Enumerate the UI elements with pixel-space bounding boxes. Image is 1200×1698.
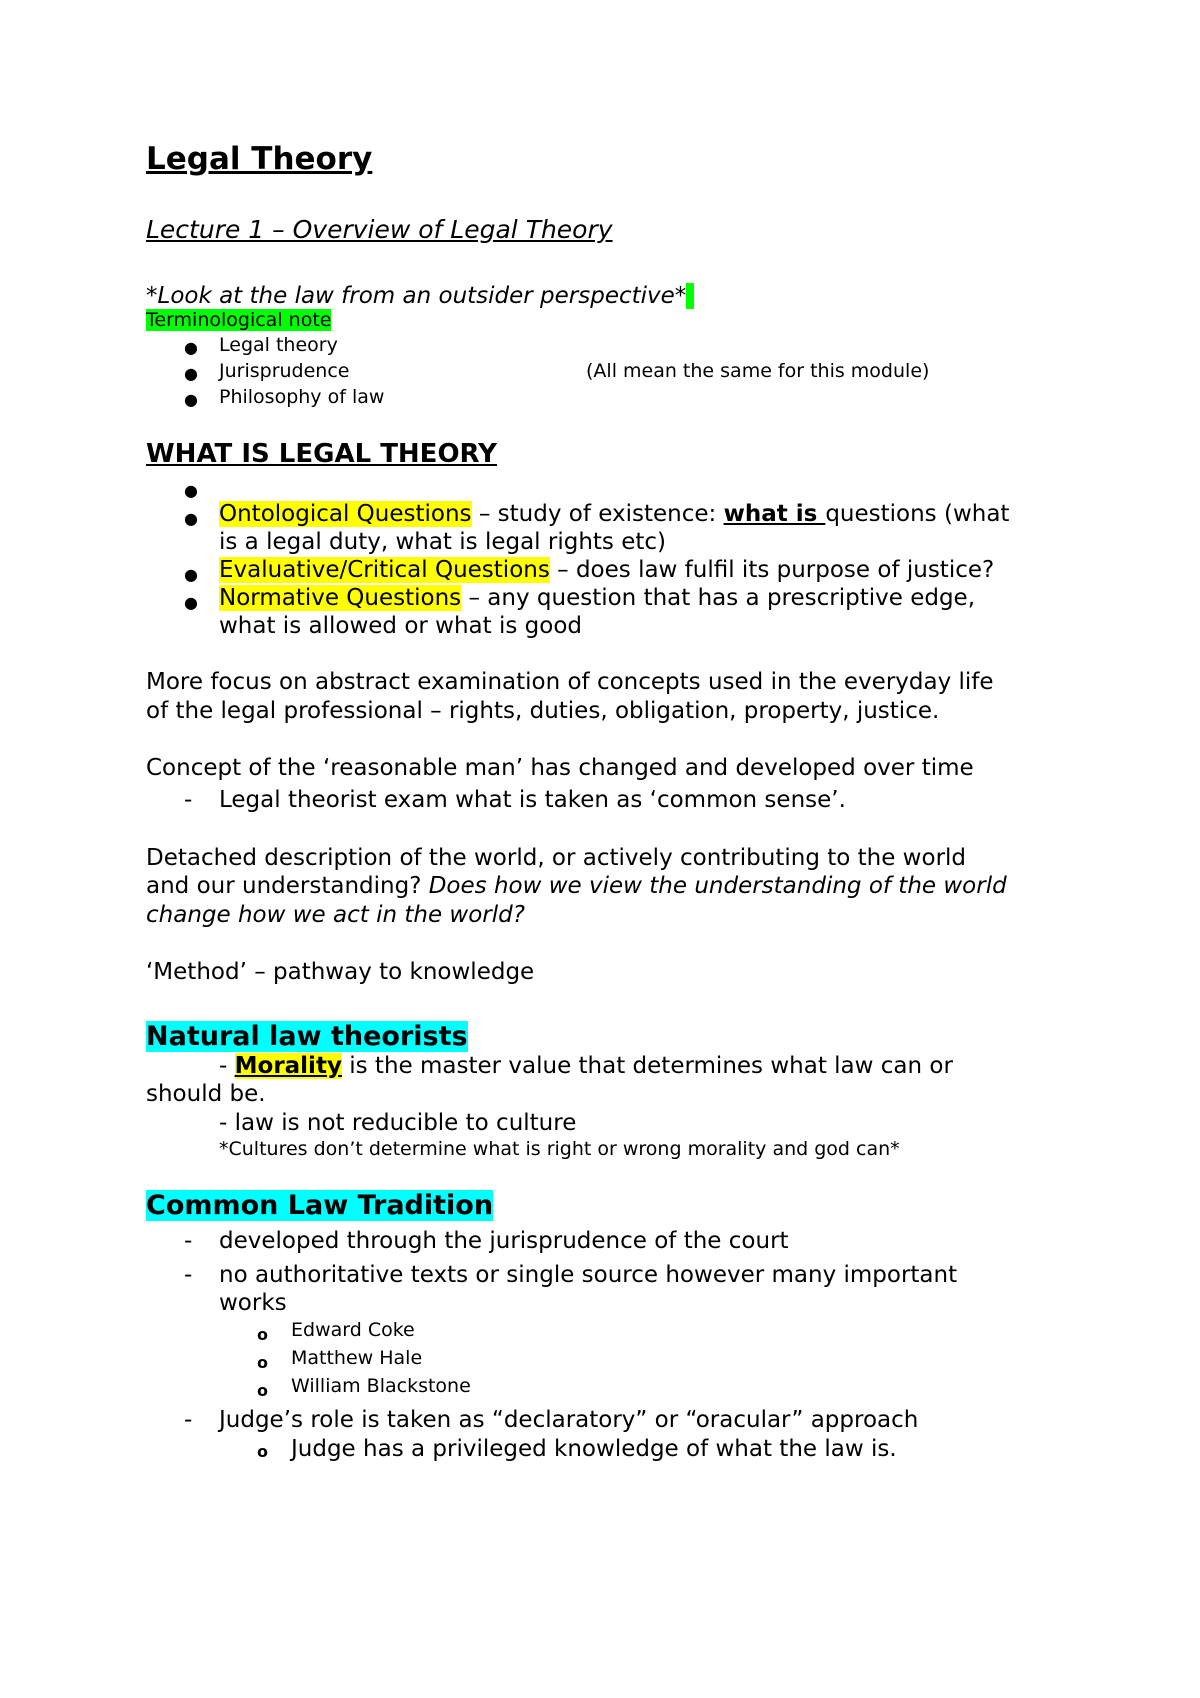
- paragraph-focus-2: of the legal professional – rights, duties, obligation, property, justice.: [146, 698, 940, 724]
- term-item: Legal theory: [219, 334, 338, 356]
- morality-word: Morality: [234, 1053, 342, 1079]
- bullet: ●: [184, 509, 198, 528]
- normative-label: Normative Questions: [219, 585, 462, 611]
- paragraph-method: ‘Method’ – pathway to knowledge: [146, 959, 535, 985]
- detached-text: and our understanding?: [146, 873, 429, 899]
- paragraph-focus: More focus on abstract examination of concepts used in the everyday life: [146, 669, 994, 695]
- evaluative-line: [219, 557, 994, 583]
- bullet: ●: [184, 481, 198, 500]
- term-item: Jurisprudence: [219, 360, 350, 382]
- terminological-note: [146, 310, 331, 332]
- common-law-item: no authoritative texts or single source however many important: [219, 1262, 958, 1288]
- work-item: William Blackstone: [291, 1375, 471, 1397]
- natural-law-heading: [146, 1021, 468, 1052]
- culture-line: - law is not reducible to culture: [219, 1110, 577, 1136]
- paragraph-detached-3: change how we act in the world?: [146, 902, 525, 928]
- o-bullet: o: [257, 1325, 268, 1344]
- morality-line-2: should be.: [146, 1081, 266, 1107]
- bullet: ●: [184, 338, 198, 357]
- common-law-item: developed through the jurisprudence of the court: [219, 1228, 789, 1254]
- morality-line: [219, 1053, 953, 1079]
- outsider-note: [146, 283, 694, 309]
- o-bullet: o: [257, 1353, 268, 1372]
- outsider-note-text: *Look at the law from an outsider perspective*: [146, 283, 687, 309]
- evaluative-text: – does law fulfil its purpose of justice?: [549, 557, 995, 583]
- culture-note: *Cultures don’t determine what is right or wrong morality and god can*: [219, 1138, 900, 1160]
- morality-text: is the master value that determines what law can or: [341, 1053, 953, 1079]
- common-law-subitem: Judge has a privileged knowledge of what the law is.: [291, 1436, 897, 1462]
- normative-line: [219, 585, 975, 611]
- bullet: ●: [184, 593, 198, 612]
- work-item: Edward Coke: [291, 1319, 415, 1341]
- lecture-heading: Lecture 1 – Overview of Legal Theory: [146, 215, 613, 244]
- paragraph-reasonable: Concept of the ‘reasonable man’ has changed and developed over time: [146, 755, 974, 781]
- dash-bullet: -: [184, 787, 193, 813]
- dash-bullet: -: [184, 1407, 193, 1433]
- evaluative-label: Evaluative/Critical Questions: [219, 557, 550, 583]
- paragraph-reasonable-sub: Legal theorist exam what is taken as ‘common sense’.: [219, 787, 846, 813]
- o-bullet: o: [257, 1381, 268, 1400]
- highlight-marker: [686, 283, 693, 309]
- what-is-heading: WHAT IS LEGAL THEORY: [146, 439, 497, 469]
- normative-line-2: what is allowed or what is good: [219, 613, 582, 639]
- common-law-item: Judge’s role is taken as “declaratory” or “oracular” approach: [219, 1407, 919, 1433]
- common-law-heading: [146, 1190, 493, 1221]
- bullet: ●: [184, 565, 198, 584]
- document-title: Legal Theory: [146, 141, 373, 177]
- o-bullet: o: [257, 1442, 268, 1461]
- normative-text: – any question that has a prescriptive edge,: [461, 585, 976, 611]
- morality-prefix: -: [219, 1053, 235, 1079]
- dash-bullet: -: [184, 1262, 193, 1288]
- work-item: Matthew Hale: [291, 1347, 423, 1369]
- detached-question: Does how we view the understanding of the world: [428, 873, 1007, 899]
- terms-aside: (All mean the same for this module): [586, 360, 930, 382]
- bullet: ●: [184, 390, 198, 409]
- term-item: Philosophy of law: [219, 386, 385, 408]
- common-law-item-cont: works: [219, 1290, 287, 1316]
- ontological-line: [219, 501, 1009, 527]
- ontological-label: Ontological Questions: [219, 501, 472, 527]
- ontological-line-2: is a legal duty, what is legal rights etc): [219, 529, 667, 555]
- ontological-text: – study of existence:: [471, 501, 724, 527]
- dash-bullet: -: [184, 1228, 193, 1254]
- terminological-note-text: Terminological note: [146, 309, 332, 331]
- bullet: ●: [184, 364, 198, 383]
- what-is-emphasis: what is: [723, 501, 826, 527]
- ontological-text-cont: questions (what: [825, 501, 1010, 527]
- paragraph-detached-2: [146, 873, 1007, 899]
- paragraph-detached: Detached description of the world, or actively contributing to the world: [146, 845, 967, 871]
- natural-law-heading-text: Natural law theorists: [146, 1021, 468, 1052]
- common-law-heading-text: Common Law Tradition: [146, 1190, 494, 1221]
